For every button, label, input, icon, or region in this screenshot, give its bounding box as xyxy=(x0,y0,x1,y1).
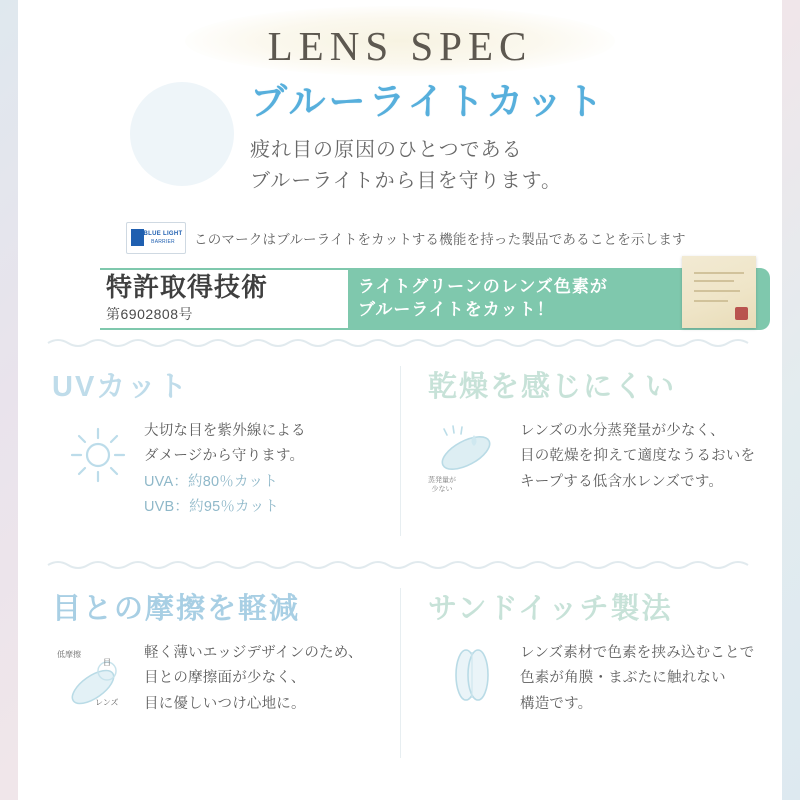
bluelight-section xyxy=(18,76,782,336)
feature-title-sandwich: サンドイッチ製法 xyxy=(428,593,673,625)
badge-square-icon xyxy=(131,229,144,246)
patent-banner-line2: ブルーライトをカット！ xyxy=(358,300,555,319)
fric-line-1: 軽く薄いエッジデザインのため、 xyxy=(144,645,363,661)
thin-edge-lens-icon-svg xyxy=(55,643,141,719)
feature-text-dryness xyxy=(520,419,755,495)
title-section xyxy=(18,0,782,76)
bluelight-mark-note: このマークはブルーライトをカットする機能を持った製品であることを示します xyxy=(194,232,686,247)
feature-uv-cut xyxy=(18,350,400,558)
phone-bluelight-icon xyxy=(130,82,240,192)
badge-line2: BARRIER xyxy=(151,238,175,245)
sun-icon-svg xyxy=(64,421,132,489)
bluelight-desc-line1: 疲れ目の原因のひとつである xyxy=(250,138,523,161)
badge-line1: BLUE LIGHT xyxy=(143,231,183,238)
dry-line-1: レンズの水分蒸発量が少なく、 xyxy=(520,423,725,439)
wavy-divider-2 xyxy=(18,558,782,572)
patent-banner-line1: ライトグリーンのレンズ色素が xyxy=(358,277,608,297)
patent-banner xyxy=(100,268,770,330)
uv-line-2: ダメージから守ります。 xyxy=(144,448,305,465)
uv-sub-1: UVA：約80％カット xyxy=(144,473,278,490)
wavy-divider-1 xyxy=(18,336,782,350)
certificate-image xyxy=(682,256,756,328)
grid-divider-vertical-1 xyxy=(400,366,401,536)
patent-title: 特許取得技術 xyxy=(106,271,269,302)
uv-line-1: 大切な目を紫外線による xyxy=(144,423,306,439)
fric-line-2: 目との摩擦面が少なく、 xyxy=(144,670,306,687)
lens-droplet-icon xyxy=(428,419,520,495)
feature-dryness xyxy=(400,350,782,558)
thin-edge-lens-icon xyxy=(52,641,144,719)
bluelight-desc-line2: ブルーライトから目を守ります。 xyxy=(250,169,562,192)
feature-grid-2 xyxy=(18,572,782,780)
svg-text:レンズ: レンズ xyxy=(95,698,119,707)
dryness-icon-caption xyxy=(428,477,456,495)
sun-icon xyxy=(52,419,144,489)
feature-sandwich xyxy=(400,572,782,780)
dryness-cap-1: 蒸発量が xyxy=(428,477,456,484)
lens-spec-page xyxy=(18,0,782,800)
bluelight-mark-row xyxy=(18,222,782,254)
grid-divider-vertical-2 xyxy=(400,588,401,758)
sandwich-lens-icon xyxy=(428,641,520,707)
svg-text:低摩擦: 低摩擦 xyxy=(57,650,81,659)
feature-grid xyxy=(18,350,782,558)
feature-text-uv xyxy=(144,419,306,521)
sand-line-1: レンズ素材で色素を挟み込むことで xyxy=(520,645,755,661)
dry-line-3: キープする低含水レンズです。 xyxy=(520,473,724,490)
feature-text-sandwich xyxy=(520,641,754,717)
sand-line-3: 構造です。 xyxy=(520,695,593,712)
dryness-cap-2: 少ない xyxy=(431,485,453,493)
sand-line-2: 色素が角膜・まぶたに触れない xyxy=(520,670,726,687)
uv-sub-2: UVB：約95％カット xyxy=(144,499,279,516)
dry-line-2: 目の乾燥を抑えて適度なうるおいを xyxy=(520,448,756,465)
svg-text:目: 目 xyxy=(103,658,111,667)
feature-title-friction: 目との摩擦を軽減 xyxy=(52,593,301,625)
patent-number: 第6902808号 xyxy=(106,306,194,323)
blue-light-barrier-badge xyxy=(126,222,186,254)
certificate-seal-icon xyxy=(735,307,748,320)
feature-title-uv: UVカット xyxy=(52,371,189,403)
patent-left xyxy=(100,268,348,330)
lens-droplet-icon-svg xyxy=(428,421,500,477)
feature-friction xyxy=(18,572,400,780)
feature-title-dryness: 乾燥を感じにくい xyxy=(428,371,677,403)
page-title: LENS SPEC xyxy=(267,23,533,69)
fric-line-3: 目に優しいつけ心地に。 xyxy=(144,695,306,712)
feature-text-friction xyxy=(144,641,363,717)
sandwich-lens-icon-svg xyxy=(438,643,510,707)
bluelight-heading: ブルーライトカット xyxy=(250,81,606,122)
